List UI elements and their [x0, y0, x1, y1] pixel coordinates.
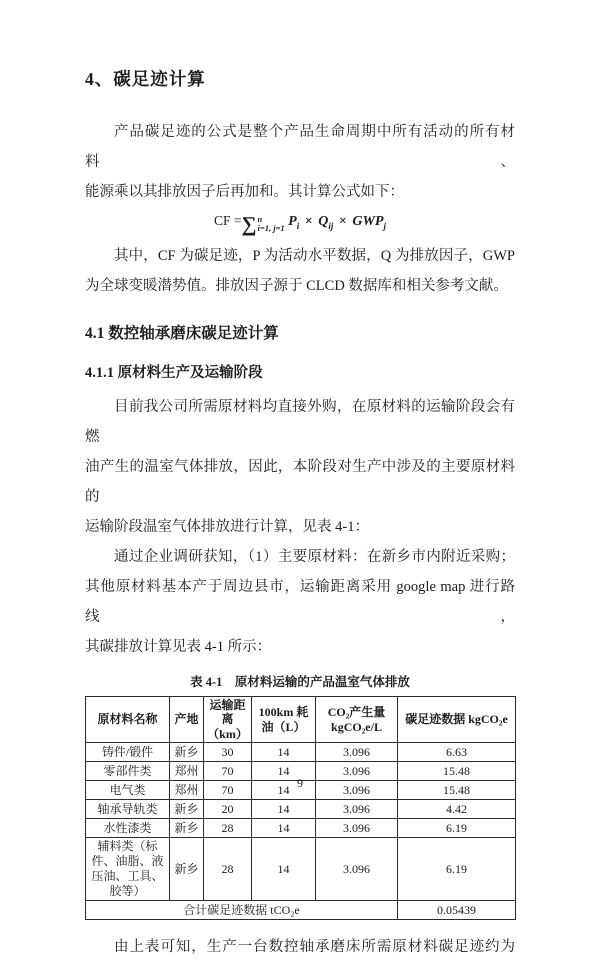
table-row	[86, 743, 516, 762]
col-header-footprint: 碳足迹数据 kgCO₂e	[398, 696, 516, 743]
paragraph-intro	[85, 117, 515, 207]
cell-co2: 3.096	[316, 781, 398, 800]
closing-paragraph-line: 由上表可知，生产一台数控轴承磨床所需原材料碳足迹约为	[114, 939, 515, 956]
paragraph-line: 其中，CF 为碳足迹，P 为活动水平数据，Q 为排放因子，GWP	[114, 247, 515, 264]
sigma-upper-limit: n	[257, 214, 263, 224]
cell-footprint: 6.19	[398, 838, 516, 901]
section-heading-4-1: 4.1 数控轴承磨床碳足迹计算	[85, 324, 279, 342]
cell-distance: 70	[204, 762, 252, 781]
formula-var-q: Q	[318, 214, 329, 229]
carbon-footprint-formula	[85, 208, 515, 239]
emissions-table	[85, 696, 516, 921]
formula-sub-j: j	[383, 220, 386, 231]
cell-fuel: 14	[252, 762, 316, 781]
cell-material: 铸件/锻件	[86, 743, 170, 762]
paragraph-line: 产品碳足迹的公式是整个产品生命周期中所有活动的所有材料、	[85, 124, 515, 170]
cell-material: 电气类	[86, 781, 170, 800]
cell-footprint: 15.48	[398, 781, 516, 800]
cell-distance: 28	[204, 819, 252, 838]
formula-sub-ij: ij	[328, 220, 334, 231]
sigma-lower-limit: i=1, j=1	[257, 223, 285, 233]
paragraph-line: 其他原材料基本产于周边县市，运输距离采用 google map 进行路线，	[85, 578, 515, 625]
page-number: 9	[297, 776, 303, 790]
table-caption: 表 4-1 原材料运输的产品温室气体排放	[190, 674, 410, 689]
cell-fuel: 14	[252, 781, 316, 800]
chapter-heading: 4、碳足迹计算	[85, 69, 206, 89]
cell-origin: 新乡	[170, 800, 204, 819]
cell-co2: 3.096	[316, 838, 398, 901]
cell-footprint: 4.42	[398, 800, 516, 819]
cell-distance: 20	[204, 800, 252, 819]
section-heading-4-1-1: 4.1.1 原材料生产及运输阶段	[85, 364, 263, 381]
cell-co2: 3.096	[316, 800, 398, 819]
paragraph-line: 油产生的温室气体排放，因此，本阶段对生产中涉及的主要原材料的	[85, 458, 515, 505]
cell-distance: 28	[204, 838, 252, 901]
table-total-row	[86, 901, 516, 920]
cell-fuel: 14	[252, 800, 316, 819]
table-header-row	[86, 696, 516, 743]
total-label: 合计碳足迹数据 tCO₂e	[86, 901, 398, 920]
formula-lhs: CF =	[214, 213, 242, 228]
table-row	[86, 800, 516, 819]
paragraph-survey	[85, 542, 515, 662]
formula-sub-i: i	[296, 220, 300, 231]
cell-origin: 新乡	[170, 819, 204, 838]
cell-fuel: 14	[252, 743, 316, 762]
cell-material: 水性漆类	[86, 819, 170, 838]
cell-co2: 3.096	[316, 762, 398, 781]
cell-origin: 新乡	[170, 838, 204, 901]
table-row	[86, 838, 516, 901]
paragraph-definition	[85, 241, 515, 301]
formula-var-p: P	[288, 214, 297, 229]
multiply-sign: ×	[338, 214, 347, 229]
col-header-distance: 运输距离（km）	[204, 696, 252, 743]
cell-origin: 郑州	[170, 762, 204, 781]
multiply-sign: ×	[304, 214, 313, 229]
cell-material: 轴承导轨类	[86, 800, 170, 819]
formula-var-gwp: GWP	[352, 214, 384, 229]
total-value: 0.05439	[398, 901, 516, 920]
col-header-origin: 产地	[170, 696, 204, 743]
cell-material: 零部件类	[86, 762, 170, 781]
col-header-material: 原材料名称	[86, 696, 170, 743]
cell-distance: 30	[204, 743, 252, 762]
paragraph-line: 通过企业调研获知，（1）主要原材料：在新乡市内附近采购；	[114, 548, 515, 565]
cell-fuel: 14	[252, 838, 316, 901]
col-header-co2: CO₂产生量 kgCO₂e/L	[316, 696, 398, 743]
paragraph-line: 目前我公司所需原材料均直接外购，在原材料的运输阶段会有燃	[85, 398, 515, 445]
col-header-fuel: 100km 耗油（L）	[252, 696, 316, 743]
cell-origin: 新乡	[170, 743, 204, 762]
cell-material: 辅料类（标件、油脂、液压油、工具、胶等）	[86, 838, 170, 901]
cell-co2: 3.096	[316, 743, 398, 762]
cell-origin: 郑州	[170, 781, 204, 800]
cell-footprint: 6.19	[398, 819, 516, 838]
paragraph-line: 能源乘以其排放因子后再加和。其计算公式如下：	[85, 184, 404, 200]
cell-co2: 3.096	[316, 819, 398, 838]
paragraph-line: 其碳排放计算见表 4-1 所示：	[85, 638, 272, 655]
cell-footprint: 15.48	[398, 762, 516, 781]
paragraph-line: 为全球变暖潜势值。排放因子源于 CLCD 数据库和相关参考文献。	[85, 277, 508, 294]
sigma-symbol: ∑ n i=1, j=1	[241, 212, 285, 236]
paragraph-line: 运输阶段温室气体排放进行计算，见表 4-1：	[85, 518, 369, 535]
cell-footprint: 6.63	[398, 743, 516, 762]
table-row	[86, 819, 516, 838]
cell-distance: 70	[204, 781, 252, 800]
cell-fuel: 14	[252, 819, 316, 838]
paragraph-raw-materials	[85, 392, 515, 542]
